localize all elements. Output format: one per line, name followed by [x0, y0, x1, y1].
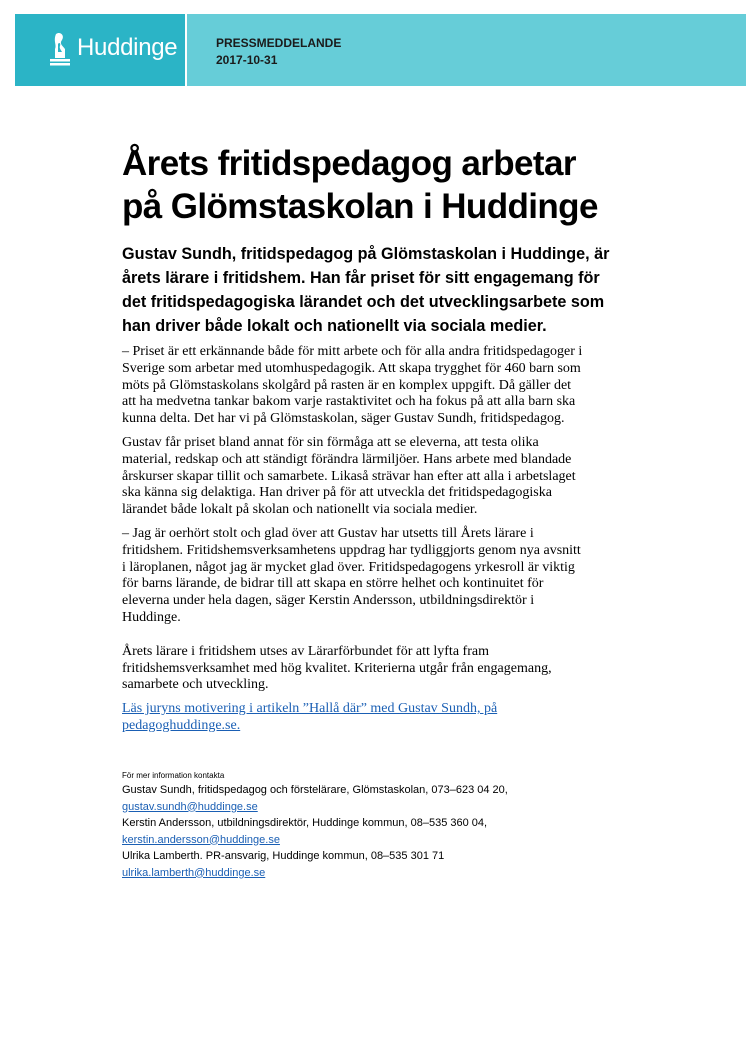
contact-person: Gustav Sundh, fritidspedagog och förstelärare, Glömstaskolan, 073–623 04 20,: [122, 784, 508, 796]
document-date: 2017-10-31: [216, 53, 278, 67]
article-link[interactable]: Läs juryns motivering i artikeln ”Hallå där” med Gustav Sundh, på pedagoghuddinge.se.: [122, 701, 498, 733]
contact-block: [122, 770, 662, 881]
contact-person: Ulrika Lamberth. PR-ansvarig, Huddinge kommun, 08–535 301 71: [122, 850, 445, 862]
header: [0, 14, 746, 86]
lead-line: årets lärare i fritidshem. Han får priset för sitt engagemang för: [122, 269, 600, 287]
lead-line: det fritidspedagogiska lärandet och det utvecklingsarbete som: [122, 293, 605, 311]
contact-person: Kerstin Andersson, utbildningsdirektör, Huddinge kommun, 08–535 360 04,: [122, 817, 488, 829]
title-line: Årets fritidspedagog arbetar: [122, 144, 576, 183]
contact-heading: För mer information kontakta: [122, 771, 225, 780]
contact-email-link[interactable]: gustav.sundh@huddinge.se: [122, 800, 258, 813]
title-line: på Glömstaskolan i Huddinge: [122, 187, 598, 226]
paragraph-about-prize: Årets lärare i fritidshem utses av Lärarförbundet för att lyfta fram fritidshemsverksamhet med hög kvalitet. Kriterierna utgår från engagemang, samarbete och utveckling.: [122, 643, 552, 693]
body-text: [122, 344, 647, 742]
page-title: [122, 142, 682, 228]
contact-email-link[interactable]: ulrika.lamberth@huddinge.se: [122, 866, 266, 879]
document-type: PRESSMEDDELANDE: [216, 36, 342, 50]
lead-line: Gustav Sundh, fritidspedagog på Glömstaskolan i Huddinge, är: [122, 245, 610, 263]
lead-line: han driver både lokalt och nationellt via sociala medier.: [122, 317, 547, 335]
logo-text: Huddinge: [77, 34, 178, 61]
huddinge-logo-icon: [47, 31, 73, 67]
paragraph-prize-motivation: Gustav får priset bland annat för sin förmåga att se eleverna, att testa olika material, redskap och att ständigt förändra lärmiljöer. Hans arbete med blandade årskurser skapar tillit och samarbete. Likaså strävar han efter att alla i arbetslaget ska känna sig delaktiga. Han driver på för att utveckla det fritidspedagogiska lärandet både lokalt på skolan och nationellt via sociala medier.: [122, 434, 576, 518]
paragraph-quote-kerstin: – Jag är oerhört stolt och glad över att Gustav har utsetts till Årets lärare i fritidshem. Fritidshemsverksamhetens uppdrag har tydliggjorts genom nya avsnitt i läroplanen, något jag är mycket glad över. Fritidspedagogens yrkesroll är viktig för barns lärande, de bidrar till att skapa en större helhet och kontinuitet för eleverna under hela dagen, säger Kerstin Andersson, utbildningsdirektör i Huddinge.: [122, 525, 581, 625]
article-link-paragraph: [122, 701, 647, 735]
paragraph-quote-gustav: – Priset är ett erkännande både för mitt arbete och för alla andra fritidspedagoger i Sverige som arbetar med utomhuspedagogik. Att skapa trygghet för 460 barn som möts på Glömstaskolans skolgård på rasten är en komplex uppgift. Då gäller det att ha medvetna tankar bakom varje rastaktivitet och ha fokus på att alla barn ska kunna delta. Det har vi på Glömstaskolan, säger Gustav Sundh, fritidspedagog.: [122, 344, 583, 427]
logo-area: [15, 14, 185, 86]
lead-paragraph: [122, 242, 662, 338]
contact-email-link[interactable]: kerstin.andersson@huddinge.se: [122, 833, 280, 846]
header-band: [187, 14, 746, 86]
